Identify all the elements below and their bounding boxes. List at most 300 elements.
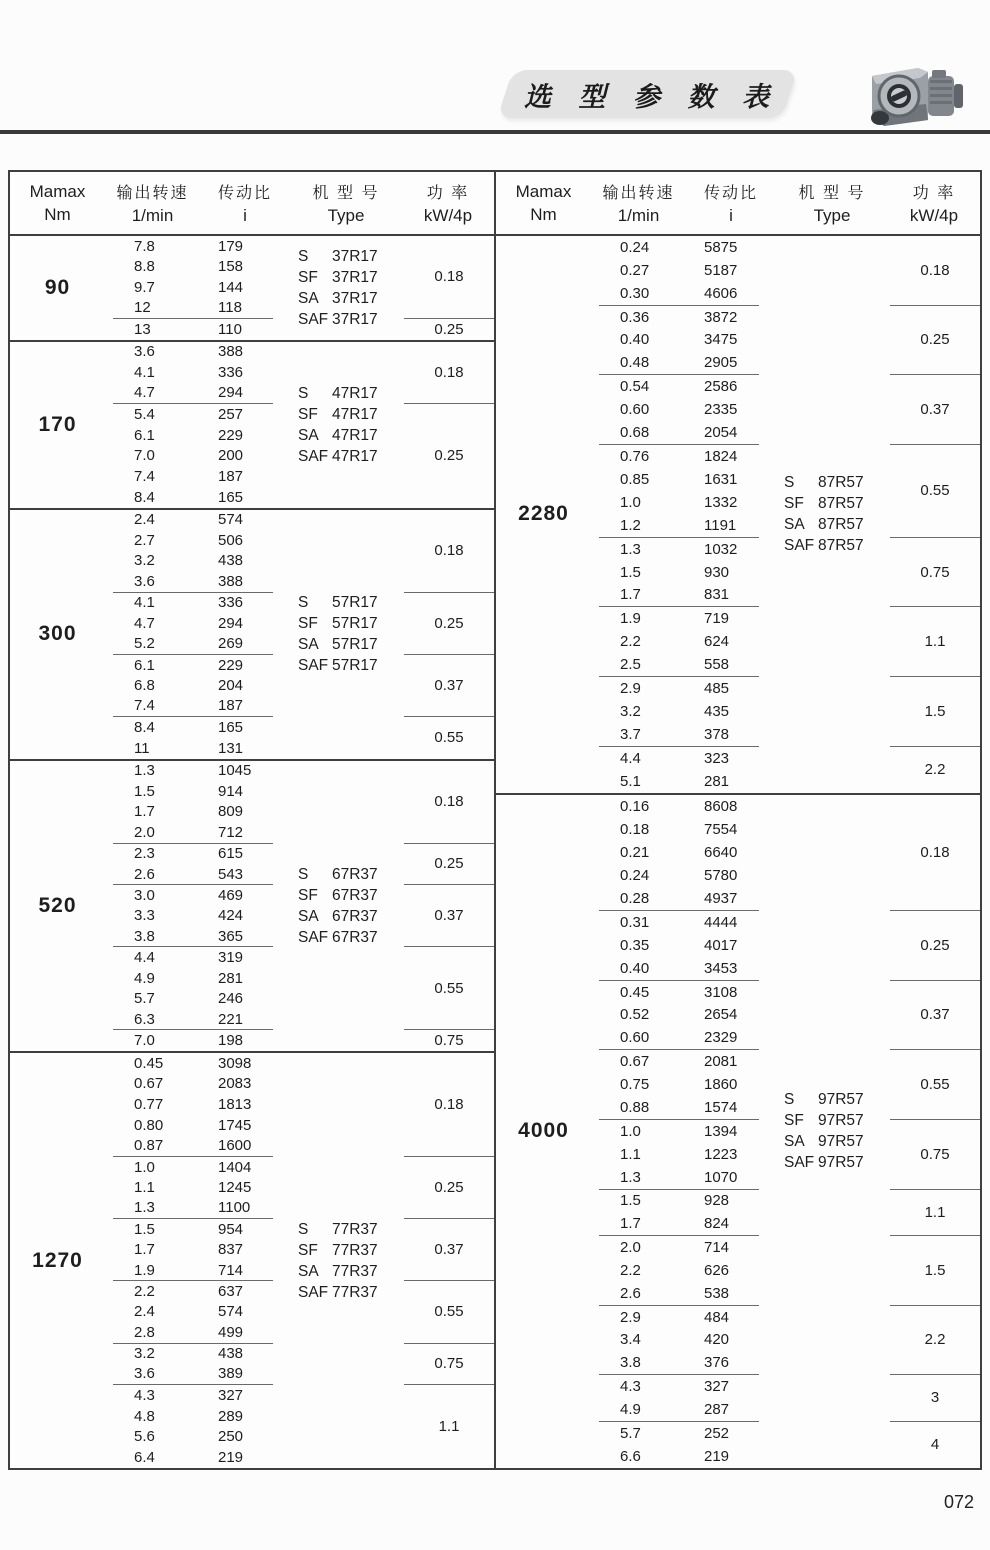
ratio-value: 376: [704, 1354, 730, 1372]
speed-ratio-rows: [113, 717, 273, 759]
table-row: [599, 700, 759, 723]
table-row: [599, 1306, 759, 1329]
ratio-value: 424: [218, 907, 244, 925]
table-row: [113, 1447, 273, 1468]
table-row: [113, 696, 273, 716]
table-row: [599, 1445, 759, 1468]
ratio-value: 438: [218, 1345, 244, 1363]
speed-value: 2.5: [620, 656, 641, 674]
speed-value: 5.6: [134, 1428, 155, 1446]
header-label: 传动比: [703, 185, 758, 202]
torque-blocks-left: [10, 236, 494, 1468]
torque-block: [10, 236, 494, 342]
table-row: [599, 1190, 759, 1213]
speed-value: 0.48: [620, 354, 650, 372]
speed-value: 4.3: [134, 1386, 155, 1404]
power-value: 0.55: [434, 729, 464, 747]
speed-value: 1.9: [620, 610, 641, 628]
table-row: [113, 1009, 273, 1030]
type-model: [298, 383, 408, 404]
power-value: 0.18: [404, 236, 494, 319]
table-row: [113, 844, 273, 864]
ratio-value: 131: [218, 739, 244, 757]
ratio-value: 246: [218, 990, 244, 1008]
table-row: [599, 375, 759, 398]
ratio-value: 485: [704, 679, 730, 697]
type-model: [784, 514, 894, 535]
power-value: 1.1: [890, 607, 980, 677]
type-column-gap: [273, 947, 404, 1030]
header-label: 传动比: [217, 185, 272, 202]
gearmotor-image: [866, 58, 966, 134]
speed-value: 0.40: [620, 959, 650, 977]
ratio-value: 281: [704, 772, 730, 790]
speed-value: 0.24: [620, 238, 650, 256]
table-row: [599, 723, 759, 746]
speed-ratio-rows: [113, 761, 273, 844]
ratio-value: 930: [704, 563, 730, 581]
type-code: 37R17: [332, 310, 378, 328]
header-unit: 1/min: [617, 206, 660, 225]
table-row: [599, 911, 759, 934]
power-value: 1.5: [890, 677, 980, 747]
table-row: [599, 1236, 759, 1259]
speed-value: 0.80: [134, 1116, 164, 1134]
header-unit: Nm: [44, 204, 71, 224]
type-model: [298, 613, 408, 634]
table-row: [599, 887, 759, 910]
ratio-value: 3872: [704, 308, 738, 326]
ratio-value: 719: [704, 610, 730, 628]
ratio-value: 4017: [704, 936, 738, 954]
type-code: 37R17: [332, 268, 378, 286]
ratio-value: 1070: [704, 1168, 738, 1186]
ratio-value: 837: [218, 1241, 244, 1259]
table-row: [113, 1115, 273, 1136]
type-models: [298, 246, 408, 330]
mamax-value: 1270: [32, 1248, 83, 1272]
speed-value: 0.54: [620, 378, 650, 396]
power-value: 0.25: [404, 593, 494, 655]
speed-value: 1.3: [620, 540, 641, 558]
speed-value: 4.9: [620, 1400, 641, 1418]
table-row: [599, 841, 759, 864]
speed-value: 7.4: [134, 697, 155, 715]
speed-value: 0.30: [620, 284, 650, 302]
ratio-value: 7554: [704, 821, 738, 838]
ratio-value: 1631: [704, 470, 738, 488]
mamax-value: 90: [44, 275, 71, 299]
type-code: 77R37: [332, 1283, 378, 1301]
power-value: 0.75: [404, 1344, 494, 1386]
type-code: 37R17: [332, 289, 378, 307]
ratio-value: 4606: [704, 284, 738, 302]
table-row: [599, 538, 759, 561]
page-number: 072: [943, 1492, 974, 1512]
type-code: 87R57: [818, 516, 864, 534]
speed-value: 6.1: [134, 426, 155, 444]
parameter-group: [591, 375, 980, 445]
speed-ratio-rows: [599, 445, 759, 538]
speed-ratio-rows: [599, 677, 759, 747]
header-label: 功 率: [912, 185, 956, 202]
power-value: 1.1: [890, 1190, 980, 1236]
table-row: [599, 259, 759, 282]
type-prefix: SAF: [298, 447, 329, 465]
type-column-gap: [273, 510, 404, 593]
parameter-group: [591, 1422, 980, 1468]
ratio-value: 1245: [218, 1178, 252, 1196]
type-models: [298, 592, 408, 676]
ratio-value: 484: [704, 1308, 730, 1326]
speed-value: 0.67: [134, 1075, 164, 1093]
column-header-ratio: [686, 172, 776, 234]
ratio-value: 294: [218, 384, 244, 402]
speed-value: 0.40: [620, 331, 650, 349]
type-model: [298, 655, 408, 676]
table-row: [113, 277, 273, 298]
table-row: [113, 675, 273, 695]
table-row: [599, 1259, 759, 1282]
speed-ratio-rows: [113, 1281, 273, 1343]
table-row: [113, 1427, 273, 1448]
type-code: 97R57: [818, 1133, 864, 1151]
type-prefix: SA: [784, 516, 805, 534]
parameter-group: [105, 1053, 494, 1157]
type-code: 67R37: [332, 886, 378, 904]
table-row: [113, 864, 273, 884]
ratio-value: 281: [218, 969, 244, 987]
parameter-group: [591, 747, 980, 793]
type-code: 47R17: [332, 426, 378, 444]
power-value: 0.37: [890, 375, 980, 445]
table-row: [113, 781, 273, 802]
table-row: [599, 1212, 759, 1235]
ratio-value: 229: [218, 426, 244, 444]
ratio-value: 435: [704, 702, 730, 720]
ratio-value: 219: [218, 1449, 244, 1467]
ratio-value: 4937: [704, 890, 738, 907]
table-row: [599, 1328, 759, 1351]
type-column-gap: [759, 375, 890, 445]
table-row: [113, 1322, 273, 1342]
ratio-value: 219: [704, 1447, 730, 1465]
ratio-value: 506: [218, 531, 244, 549]
ratio-value: 3098: [218, 1054, 252, 1072]
speed-ratio-rows: [599, 911, 759, 981]
ratio-value: 624: [704, 633, 730, 651]
table-row: [599, 934, 759, 957]
type-model: [298, 1240, 408, 1261]
speed-value: 1.5: [134, 782, 155, 800]
power-value: 0.18: [404, 1053, 494, 1157]
speed-value: 2.0: [620, 1238, 641, 1256]
torque-block: [496, 236, 980, 795]
type-column-gap: [273, 1344, 404, 1386]
speed-ratio-rows: [113, 593, 273, 655]
column-header-type: [290, 172, 402, 234]
speed-value: 6.8: [134, 677, 155, 695]
ratio-value: 824: [704, 1215, 730, 1233]
type-column-gap: [759, 795, 890, 911]
speed-value: 0.18: [620, 821, 650, 838]
type-model: [298, 1219, 408, 1240]
type-column-gap: [759, 1306, 890, 1376]
speed-value: 6.6: [620, 1447, 641, 1465]
speed-value: 4.7: [134, 614, 155, 632]
ratio-value: 165: [218, 488, 244, 506]
speed-value: 8.4: [134, 719, 155, 737]
ratio-value: 1574: [704, 1098, 738, 1116]
ratio-value: 378: [704, 725, 730, 743]
ratio-value: 469: [218, 886, 244, 904]
speed-value: 4.1: [134, 363, 155, 381]
ratio-value: 2083: [218, 1075, 252, 1093]
table-row: [113, 1198, 273, 1218]
ratio-value: 252: [704, 1424, 730, 1442]
speed-value: 2.6: [134, 865, 155, 883]
type-column-gap: [759, 1190, 890, 1236]
power-value: 0.75: [890, 538, 980, 608]
header-unit: kW/4p: [423, 206, 473, 225]
mamax-value: 2280: [518, 502, 569, 526]
speed-ratio-rows: [113, 236, 273, 319]
type-column-gap: [759, 306, 890, 376]
header-label: 功 率: [426, 185, 470, 202]
ratio-value: 389: [218, 1365, 244, 1383]
type-model: [298, 634, 408, 655]
type-model: [298, 885, 408, 906]
speed-value: 6.1: [134, 656, 155, 674]
speed-value: 1.2: [620, 516, 641, 534]
page-title: 选 型 参 数 表: [523, 81, 779, 112]
type-column-gap: [273, 1053, 404, 1157]
type-prefix: SF: [298, 615, 318, 633]
speed-value: 3.2: [134, 552, 155, 570]
parameter-group: [591, 795, 980, 911]
ratio-value: 831: [704, 586, 730, 604]
ratio-value: 2905: [704, 354, 738, 372]
type-prefix: SAF: [298, 928, 329, 946]
table-row: [113, 1053, 273, 1074]
speed-value: 2.3: [134, 845, 155, 863]
power-value: 0.55: [890, 1050, 980, 1120]
table-row: [113, 1385, 273, 1406]
type-prefix: SF: [298, 405, 318, 423]
speed-ratio-rows: [113, 885, 273, 947]
ratio-value: 1394: [704, 1122, 738, 1140]
parameter-group: [105, 761, 494, 844]
header-label: 机 型 号: [798, 185, 866, 202]
header-label: 输出转速: [602, 185, 675, 202]
parameter-group: [591, 911, 980, 981]
table-row: [599, 1282, 759, 1305]
table-row: [599, 1096, 759, 1119]
speed-ratio-rows: [599, 1236, 759, 1306]
column-header-speed: [105, 172, 200, 234]
power-value: 0.18: [404, 761, 494, 844]
speed-ratio-rows: [113, 342, 273, 404]
speed-value: 3.2: [134, 1345, 155, 1363]
type-model: [784, 1131, 894, 1152]
ratio-value: 1600: [218, 1137, 252, 1155]
table-row: [599, 1143, 759, 1166]
ratio-value: 1824: [704, 447, 738, 465]
type-code: 37R17: [332, 247, 378, 265]
speed-value: 4.1: [134, 594, 155, 612]
speed-value: 5.2: [134, 635, 155, 653]
ratio-value: 187: [218, 468, 244, 486]
type-model: [298, 288, 408, 309]
table-row: [599, 818, 759, 841]
power-value: 0.37: [404, 1219, 494, 1281]
column-header-power: [888, 172, 980, 234]
parameter-group: [591, 306, 980, 376]
speed-value: 0.67: [620, 1053, 650, 1071]
speed-value: 4.3: [620, 1378, 641, 1396]
table-row: [113, 236, 273, 257]
ratio-value: 1745: [218, 1116, 252, 1134]
table-row: [599, 514, 759, 537]
type-model: [298, 864, 408, 885]
speed-value: 0.52: [620, 1006, 650, 1024]
speed-ratio-rows: [113, 319, 273, 340]
table-row: [599, 630, 759, 653]
torque-blocks-right: [496, 236, 980, 1468]
table-row: [113, 487, 273, 508]
speed-value: 0.75: [620, 1076, 650, 1094]
ratio-value: 287: [704, 1400, 730, 1418]
type-column-gap: [273, 717, 404, 759]
type-prefix: S: [298, 384, 309, 402]
ratio-value: 558: [704, 656, 730, 674]
speed-value: 2.4: [134, 511, 155, 529]
ratio-value: 327: [704, 1378, 730, 1396]
ratio-value: 499: [218, 1323, 244, 1341]
ratio-value: 165: [218, 719, 244, 737]
type-model: [298, 425, 408, 446]
speed-ratio-rows: [113, 844, 273, 885]
speed-value: 1.0: [620, 493, 641, 511]
type-model: [784, 472, 894, 493]
type-prefix: SAF: [784, 537, 815, 555]
speed-ratio-rows: [113, 947, 273, 1030]
header-unit: Type: [813, 206, 851, 225]
ratio-value: 5780: [704, 867, 738, 884]
table-row: [113, 530, 273, 551]
table-row: [113, 822, 273, 843]
type-prefix: S: [298, 247, 309, 265]
table-row: [599, 398, 759, 421]
type-prefix: S: [298, 1220, 309, 1238]
speed-value: 1.3: [620, 1168, 641, 1186]
speed-value: 12: [134, 299, 151, 317]
speed-value: 8.8: [134, 258, 155, 276]
table-row: [113, 634, 273, 654]
ratio-value: 2654: [704, 1006, 738, 1024]
ratio-value: 388: [218, 572, 244, 590]
ratio-value: 615: [218, 845, 244, 863]
parameter-group: [591, 1236, 980, 1306]
speed-ratio-rows: [599, 607, 759, 677]
table-row: [599, 653, 759, 676]
mamax-value: 170: [38, 412, 77, 436]
mamax-value: 4000: [518, 1119, 569, 1143]
type-column-gap: [273, 761, 404, 844]
column-header-speed: [591, 172, 686, 234]
speed-value: 0.36: [620, 308, 650, 326]
power-value: 2.2: [890, 1306, 980, 1376]
table-half-right: [494, 172, 980, 1468]
speed-value: 1.0: [134, 1158, 155, 1176]
type-code: 77R37: [332, 1241, 378, 1259]
ratio-value: 6640: [704, 844, 738, 861]
selection-parameter-table: [8, 170, 982, 1470]
parameter-group: [105, 947, 494, 1030]
table-row: [113, 1364, 273, 1384]
ratio-value: 200: [218, 447, 244, 465]
table-row: [113, 1406, 273, 1427]
type-model: [784, 535, 894, 556]
ratio-value: 221: [218, 1010, 244, 1028]
parameter-group: [591, 677, 980, 747]
column-header-mamax: [10, 172, 105, 234]
ratio-value: 158: [218, 258, 244, 276]
column-header-type: [776, 172, 888, 234]
table-row: [113, 319, 273, 340]
speed-value: 0.60: [620, 401, 650, 419]
speed-value: 3.4: [620, 1331, 641, 1349]
column-headers-right: [496, 172, 980, 236]
parameter-group: [591, 1375, 980, 1421]
column-header-mamax: [496, 172, 591, 234]
header-unit: Nm: [530, 204, 557, 224]
speed-ratio-rows: [599, 981, 759, 1051]
type-code: 47R17: [332, 405, 378, 423]
speed-value: 4.9: [134, 969, 155, 987]
table-row: [113, 926, 273, 946]
speed-value: 2.6: [620, 1284, 641, 1302]
type-model: [784, 1089, 894, 1110]
speed-ratio-rows: [113, 510, 273, 593]
ratio-value: 1813: [218, 1095, 252, 1113]
ratio-value: 5875: [704, 238, 738, 256]
speed-ratio-rows: [599, 1422, 759, 1468]
column-header-ratio: [200, 172, 290, 234]
speed-value: 7.8: [134, 237, 155, 255]
ratio-value: 543: [218, 865, 244, 883]
power-value: 0.55: [404, 1281, 494, 1343]
parameter-group: [105, 1344, 494, 1386]
ratio-value: 928: [704, 1192, 730, 1210]
power-value: 0.25: [404, 1157, 494, 1219]
type-prefix: SF: [298, 1241, 318, 1259]
speed-value: 4.4: [134, 949, 155, 967]
speed-value: 7.0: [134, 1032, 155, 1050]
table-row: [599, 1050, 759, 1073]
type-model: [298, 1282, 408, 1303]
type-column-gap: [759, 981, 890, 1051]
ratio-value: 1191: [704, 516, 737, 534]
table-row: [599, 282, 759, 305]
ratio-value: 914: [218, 782, 244, 800]
speed-value: 7.4: [134, 468, 155, 486]
type-code: 67R37: [332, 865, 378, 883]
type-code: 97R57: [818, 1091, 864, 1109]
type-column-gap: [759, 1236, 890, 1306]
speed-value: 1.1: [134, 1178, 155, 1196]
type-column-gap: [759, 1422, 890, 1468]
